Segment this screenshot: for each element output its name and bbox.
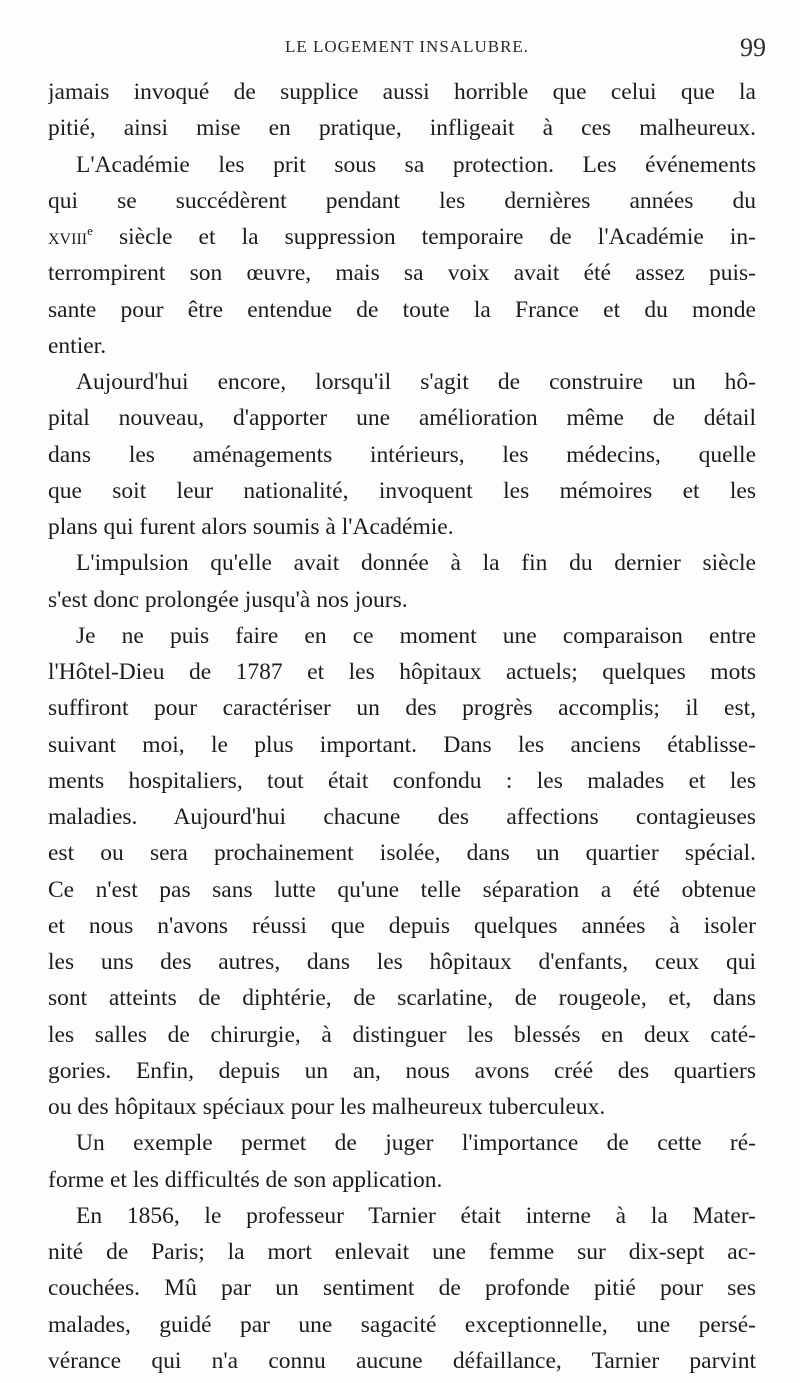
text-line: plans qui furent alors soumis à l'Académie. bbox=[48, 514, 454, 540]
text-line: Un exemple permet de juger l'importance de cette ré- bbox=[76, 1130, 756, 1157]
text-line: l'Hôtel-Dieu de 1787 et les hôpitaux actuels; quelques mots bbox=[48, 659, 756, 685]
text-fragment: siècle et la suppression temporaire de l'Académie in- bbox=[118, 224, 756, 250]
text-line: entier. bbox=[48, 332, 107, 359]
text-line: En 1856, le professeur Tarnier était interne à la Mater- bbox=[76, 1202, 756, 1229]
century-numeral: xviii bbox=[48, 224, 88, 250]
text-line: ou des hôpitaux spéciaux pour les malheureux tuberculeux. bbox=[48, 1094, 606, 1120]
text-line: Ce n'est pas sans lutte qu'une telle séparation a été obtenue bbox=[48, 876, 756, 903]
text-line: suivant moi, le plus important. Dans les anciens établisse- bbox=[48, 731, 756, 758]
text-line: maladies. Aujourd'hui chacune des affections contagieuses bbox=[48, 804, 756, 830]
text-line: malades, guidé par une sagacité exceptionnelle, une persé- bbox=[48, 1311, 756, 1338]
century-suffix: e bbox=[87, 223, 93, 239]
text-line: L'impulsion qu'elle avait donnée à la fin du dernier siècle bbox=[76, 550, 756, 577]
text-line: sont atteints de diphtérie, de scarlatine, de rougeole, et, dans bbox=[48, 985, 756, 1012]
page-number: 99 bbox=[740, 33, 766, 62]
text-line: suffiront pour caractériser un des progrès accomplis; il est, bbox=[48, 695, 756, 722]
text-line: nité de Paris; la mort enlevait une femme sur dix-sept ac- bbox=[48, 1239, 756, 1265]
text-line: est ou sera prochainement isolée, dans un quartier spécial. bbox=[48, 840, 756, 867]
running-head bbox=[48, 33, 766, 67]
running-title: LE LOGEMENT INSALUBRE. bbox=[284, 37, 530, 56]
text-line: pital nouveau, d'apporter une amélioration même de détail bbox=[48, 405, 756, 432]
text-line: que soit leur nationalité, invoquent les mémoires et les bbox=[48, 477, 756, 504]
text-line: vérance qui n'a connu aucune défaillance, Tarnier parvint bbox=[48, 1347, 756, 1374]
text-line: gories. Enfin, depuis un an, nous avons créé des quartiers bbox=[48, 1057, 756, 1084]
body-text bbox=[48, 74, 756, 1379]
text-line: et nous n'avons réussi que depuis quelques années à isoler bbox=[48, 912, 756, 939]
text-line: les uns des autres, dans les hôpitaux d'enfants, ceux qui bbox=[48, 949, 756, 975]
text-line: L'Académie les prit sous sa protection. Les événements bbox=[76, 151, 756, 178]
text-line: dans les aménagements intérieurs, les médecins, quelle bbox=[48, 441, 756, 468]
text-line: qui se succédèrent pendant les dernières années du bbox=[48, 187, 756, 214]
text-line: terrompirent son œuvre, mais sa voix avait été assez puis- bbox=[48, 260, 756, 287]
text-line-with-century bbox=[48, 219, 756, 255]
text-line: sante pour être entendue de toute la France et du monde bbox=[48, 296, 756, 323]
text-line: jamais invoqué de supplice aussi horrible que celui que la bbox=[48, 79, 756, 105]
text-line: Je ne puis faire en ce moment une comparaison entre bbox=[76, 622, 756, 649]
text-line: s'est donc prolongée jusqu'à nos jours. bbox=[48, 586, 408, 613]
text-line: ments hospitaliers, tout était confondu : les malades et les bbox=[48, 767, 756, 794]
text-line: Aujourd'hui encore, lorsqu'il s'agit de construire un hô- bbox=[76, 369, 756, 395]
text-line: pitié, ainsi mise en pratique, infligeait à ces malheureux. bbox=[48, 115, 756, 142]
text-line: couchées. Mû par un sentiment de profonde pitié pour ses bbox=[48, 1275, 756, 1302]
text-line: les salles de chirurgie, à distinguer les blessés en deux caté- bbox=[48, 1021, 756, 1048]
text-line: forme et les difficultés de son application. bbox=[48, 1166, 443, 1193]
